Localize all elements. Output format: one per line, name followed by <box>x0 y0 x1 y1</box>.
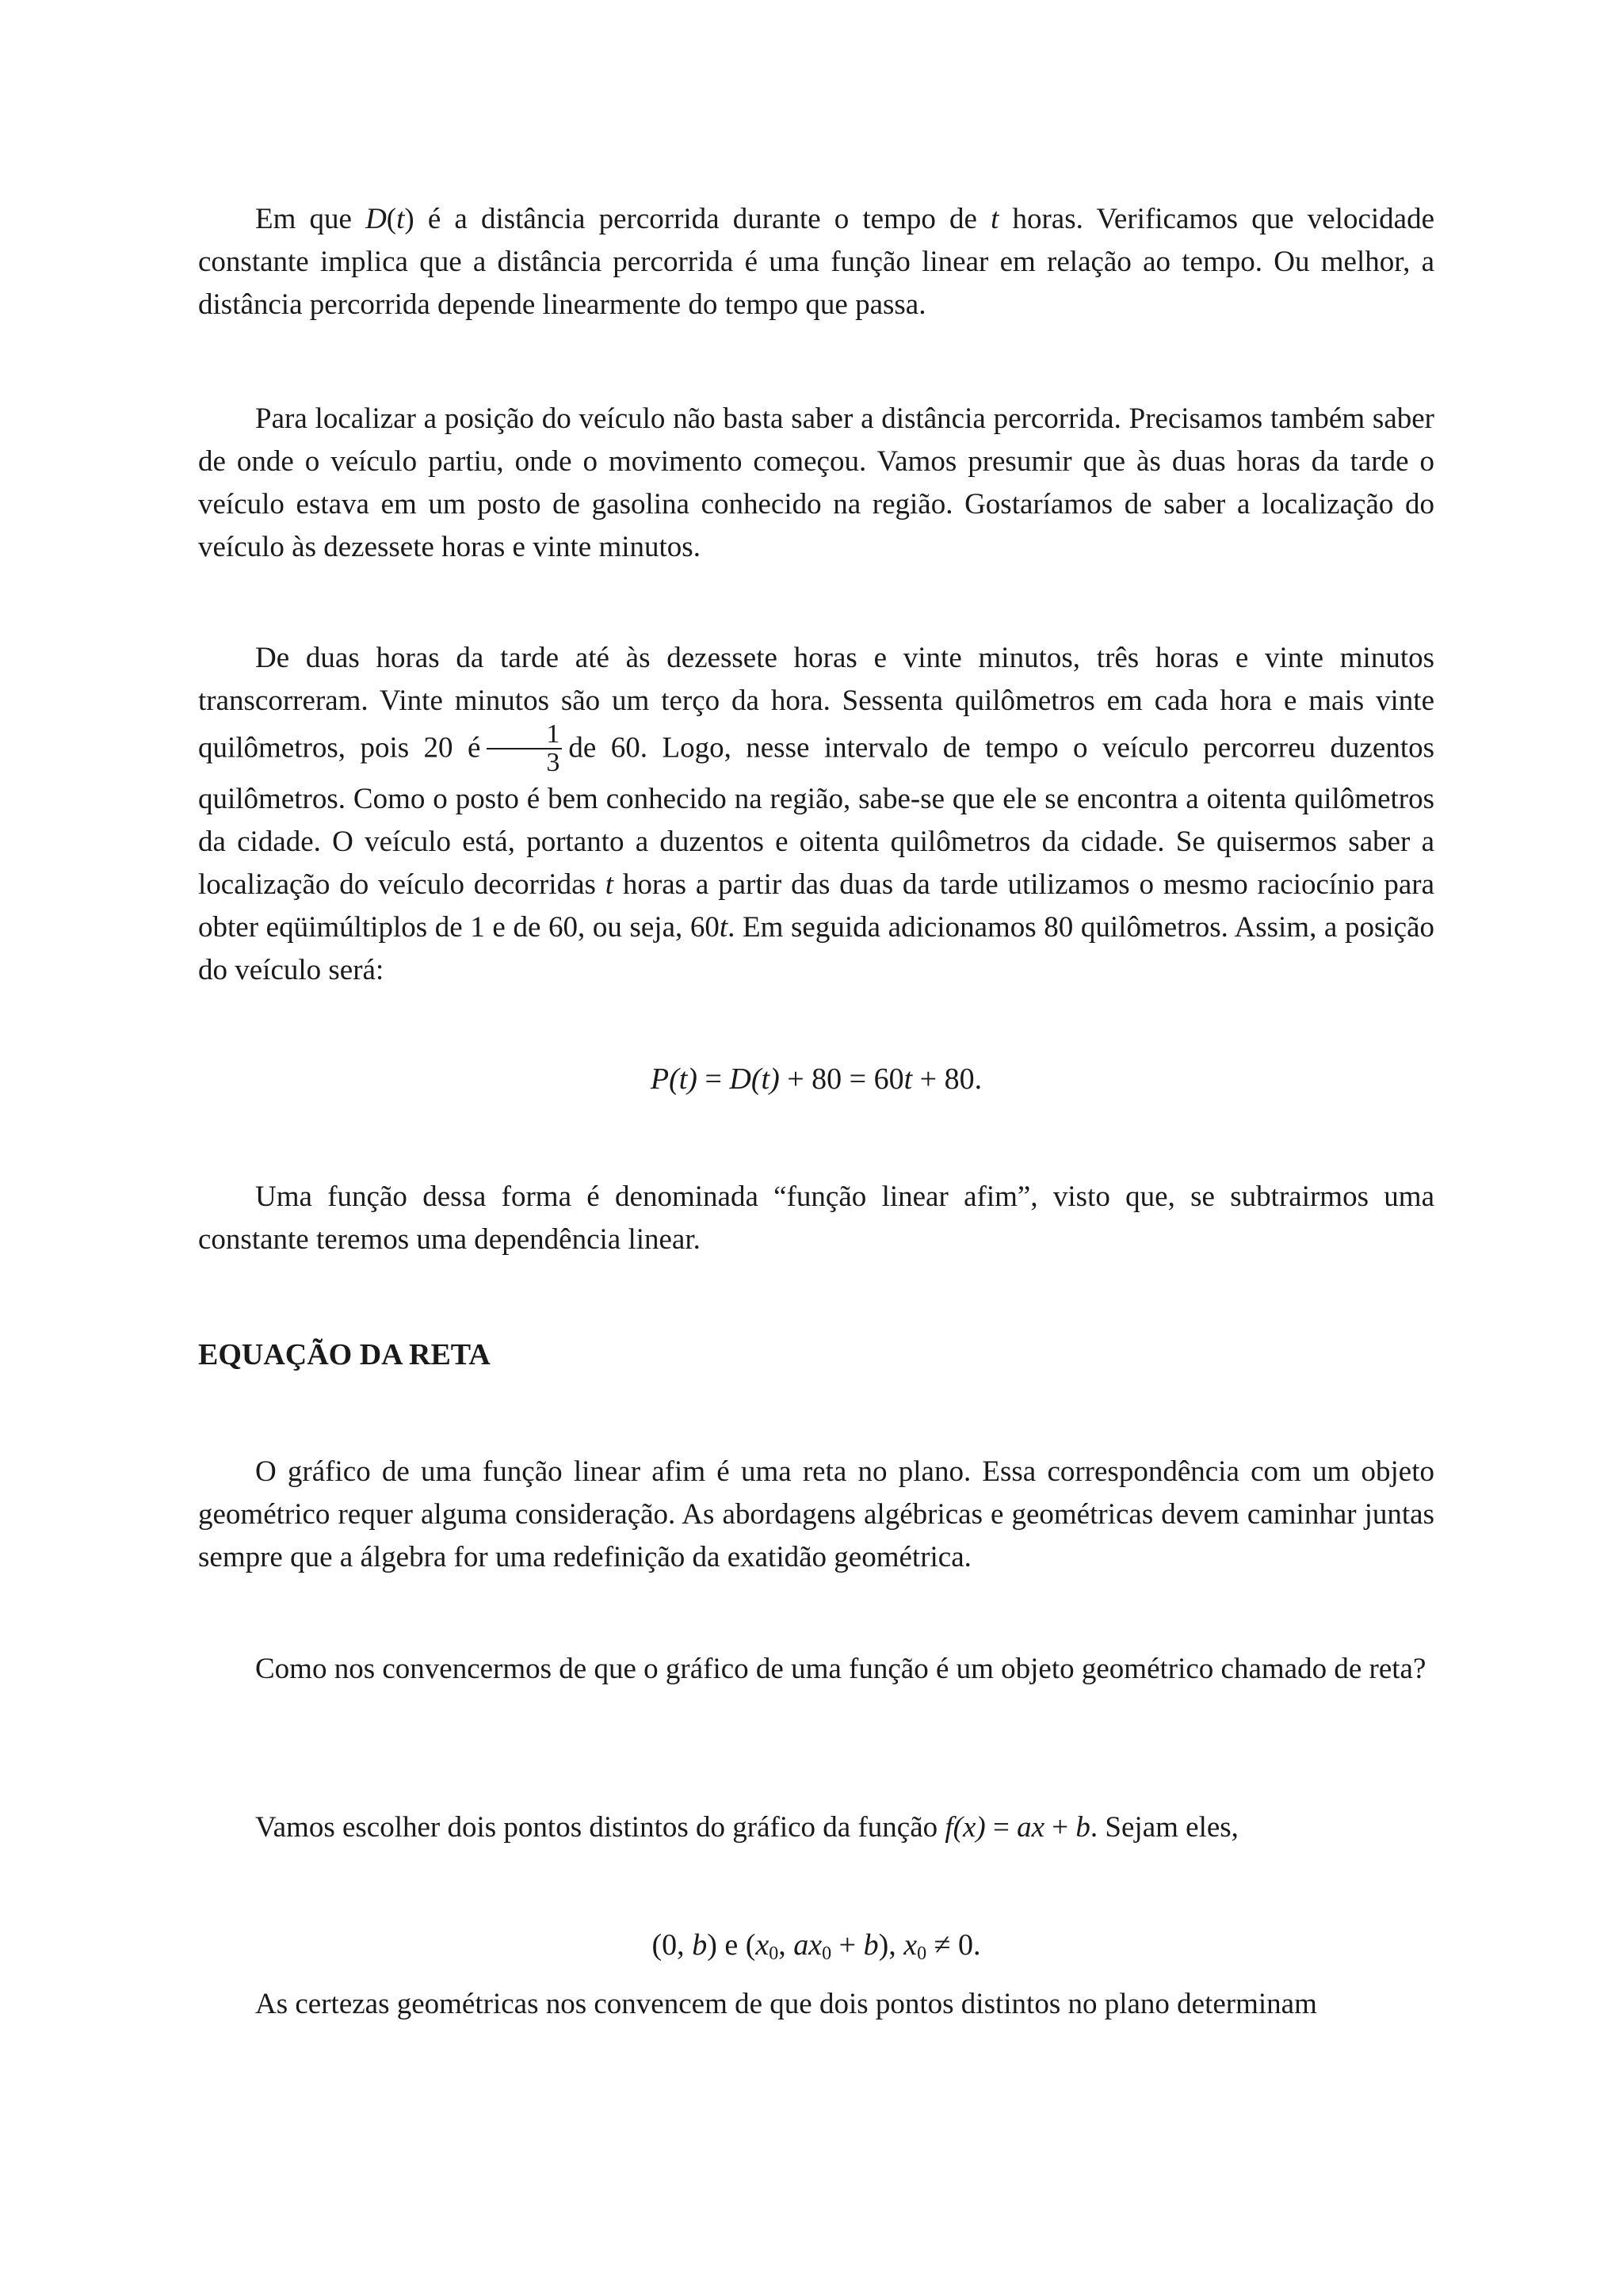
math-fx: f(x) <box>945 1811 986 1844</box>
text: Em que <box>255 203 366 235</box>
text: . Em seguida adicionamos 80 quilômetros. Assim, a posição do veículo será: <box>198 911 1434 986</box>
text: Vamos escolher dois pontos distintos do gráfico da função <box>255 1811 945 1844</box>
math-t: t <box>605 868 614 901</box>
math-d: D <box>729 1062 751 1096</box>
subscript: 0 <box>822 1943 832 1964</box>
text: = <box>697 1062 730 1096</box>
text: horas a partir das duas da tarde utilizamos o mesmo raciocínio para obter eqüimúltiplos de 1 e de 60, ou seja, 60 <box>198 868 1434 944</box>
fraction-denominator: 3 <box>546 748 560 777</box>
math-b: b <box>692 1928 708 1962</box>
math-ax: ax <box>1017 1811 1045 1844</box>
math-t: t <box>991 203 999 235</box>
text: De duas horas da tarde até às dezessete horas e vinte minutos, três horas e vinte minutos transcorreram. Vinte minutos são um terço da hora. Sessenta quilômetros em cada hora e mais vinte quilômetros, pois 20 é <box>198 642 1434 765</box>
text: ( <box>386 203 397 235</box>
text: + 80. <box>912 1062 983 1096</box>
text: + <box>1044 1811 1076 1844</box>
subscript: 0 <box>769 1943 779 1964</box>
paragraph-geometric-certainty: As certezas geométricas nos convencem de que dois pontos distintos no plano determinam <box>255 1988 1317 2020</box>
text: e <box>716 1928 746 1962</box>
text: + 80 = 60 <box>779 1062 904 1096</box>
fraction-one-third <box>487 721 562 776</box>
math-ax: ax <box>793 1928 823 1962</box>
formula-points <box>198 1924 1434 1975</box>
math-p: P <box>650 1062 670 1096</box>
text: de 60. Logo, nesse intervalo de tempo o veículo percorreu duzentos quilômetros. Como o posto é bem conhecido na região, sabe-se que ele se encontra a oitenta quilômetros da cidade. O veículo está, portanto a duzentos e oitenta quilômetros da cidade. Se quisermos saber a localização do veículo decorridas <box>198 731 1434 901</box>
text: ) <box>707 1928 717 1962</box>
paragraph-line-graph: O gráfico de uma função linear afim é uma reta no plano. Essa correspondência com um objeto geométrico requer alguma consideração. As abordagens algébricas e geométricas devem caminhar juntas sempre que a álgebra for uma redefinição da exatidão geométrica. <box>198 1455 1434 1573</box>
text: horas. Verificamos que velocidade constante implica que a distância percorrida é uma função linear em relação ao tempo. Ou melhor, a distância percorrida depende linearmente do tempo que passa. <box>198 203 1434 321</box>
paragraph-distance <box>198 198 1434 326</box>
text: (0, <box>651 1928 693 1962</box>
text: , <box>778 1928 794 1962</box>
text: ), <box>878 1928 904 1962</box>
text: . Sejam eles, <box>1090 1811 1239 1844</box>
paragraph-position: Para localizar a posição do veículo não basta saber a distância percorrida. Precisamos também saber de onde o veículo partiu, onde o movimento começou. Vamos presumir que às duas horas da tarde o veículo estava em um posto de gasolina conhecido na região. Gostaríamos de saber a localização do veículo às dezessete horas e vinte minutos. <box>198 402 1434 563</box>
math-b: b <box>863 1928 879 1962</box>
math-x: x <box>903 1928 918 1962</box>
section-heading: EQUAÇÃO DA RETA <box>198 1338 491 1371</box>
math-d: D <box>365 203 387 235</box>
subscript: 0 <box>917 1943 927 1964</box>
math-t: t <box>396 203 405 235</box>
text: ) <box>404 203 414 235</box>
paragraph-question: Como nos convencermos de que o gráfico de uma função é um objeto geométrico chamado de reta? <box>255 1653 1426 1685</box>
text: ≠ 0. <box>926 1928 981 1962</box>
text: é a distância percorrida durante o tempo de <box>414 203 991 235</box>
paragraph-calculation <box>198 637 1434 992</box>
text: ( <box>745 1928 756 1962</box>
math-arg: (t) <box>669 1062 697 1096</box>
formula-position <box>198 1058 1434 1100</box>
math-b: b <box>1075 1811 1090 1844</box>
text: + <box>831 1928 864 1962</box>
paragraph-points <box>198 1806 1434 1849</box>
math-x: x <box>755 1928 769 1962</box>
math-t: t <box>719 911 728 944</box>
math-arg: (t) <box>750 1062 780 1096</box>
text: = <box>985 1811 1018 1844</box>
math-t: t <box>903 1062 913 1096</box>
fraction-numerator: 1 <box>487 721 562 749</box>
paragraph-affine: Uma função dessa forma é denominada “função linear afim”, visto que, se subtrairmos uma constante teremos uma dependência linear. <box>198 1180 1434 1256</box>
